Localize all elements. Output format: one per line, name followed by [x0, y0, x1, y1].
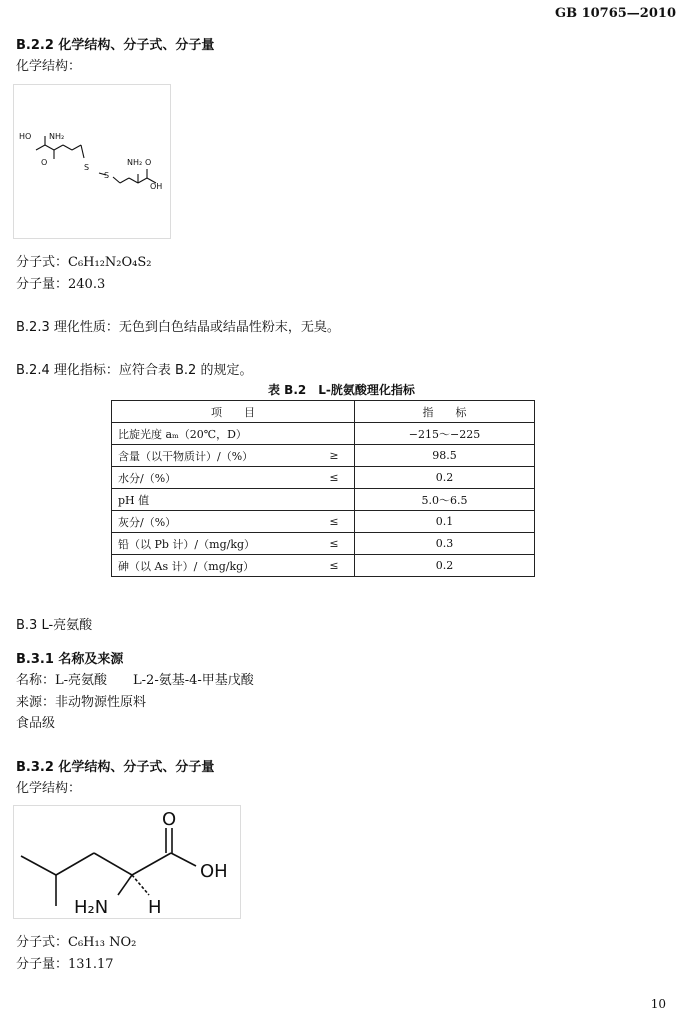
b22-structure-label: 化学结构：: [16, 59, 82, 74]
section-b31-heading: B.3.1 名称及来源: [16, 652, 124, 667]
row-item: 灰分/（%）: [112, 511, 315, 533]
cystine-structure-image: [13, 84, 171, 239]
row-operator: ≤: [314, 467, 355, 489]
b31-name-line: 名称：L-亮氨酸 L-2-氨基-4-甲基戊酸: [16, 673, 254, 688]
b32-mw: 131.17: [68, 957, 114, 972]
row-operator: ≥: [314, 445, 355, 467]
cystine-oh-right-label: OH: [150, 182, 163, 191]
b22-mw-label: 分子量：: [16, 277, 69, 292]
row-value: 0.1: [355, 511, 535, 533]
b31-source-line: 来源：非动物源性原料: [16, 695, 147, 710]
row-value: 0.2: [355, 555, 535, 577]
cystine-nh2-right-label: NH₂: [127, 158, 143, 167]
row-item: 含量（以干物质计）/（%）: [112, 445, 315, 467]
table-row: [112, 445, 535, 467]
row-value: 0.3: [355, 533, 535, 555]
row-value: 5.0～6.5: [355, 489, 535, 511]
table-header-row: [112, 401, 535, 423]
row-item: 砷（以 As 计）/（mg/kg）: [112, 555, 315, 577]
row-operator: ≤: [314, 511, 355, 533]
table-row: [112, 489, 535, 511]
section-b3-heading: B.3 L-亮氨酸: [16, 618, 93, 633]
page-number: 10: [650, 997, 666, 1011]
b32-mw-line: [16, 953, 114, 972]
row-value: 0.2: [355, 467, 535, 489]
b22-mw: 240.3: [68, 277, 106, 292]
cystine-s1-label: S: [84, 163, 90, 172]
section-b24-text: B.2.4 理化指标：应符合表 B.2 的规定。: [16, 363, 253, 378]
leucine-o-label: O: [162, 809, 177, 830]
cystine-o-left-label: O: [41, 158, 48, 167]
spec-table: [111, 400, 535, 577]
table-row: [112, 423, 535, 445]
cystine-o-right-label: O: [145, 158, 152, 167]
b22-formula-label: 分子式：: [16, 255, 69, 270]
row-operator: ≤: [314, 555, 355, 577]
table-row: [112, 533, 535, 555]
leucine-structure-svg: [14, 806, 240, 918]
b22-mw-line: [16, 273, 105, 292]
table-row: [112, 555, 535, 577]
col-item-header: 项 目: [112, 401, 355, 423]
cystine-ho-label: HO: [19, 132, 32, 141]
row-item: 水分/（%）: [112, 467, 315, 489]
row-item: 铅（以 Pb 计）/（mg/kg）: [112, 533, 315, 555]
row-item: 比旋光度 aₘ（20℃，D）: [112, 423, 355, 445]
b32-mw-label: 分子量：: [16, 957, 69, 972]
table-caption: 表 B.2 L-胱氨酸理化指标: [268, 383, 415, 397]
b32-formula-label: 分子式：: [16, 935, 69, 950]
leucine-h2n-label: H₂N: [74, 897, 109, 918]
standard-code: GB 10765—2010: [554, 6, 676, 21]
row-value: −215～−225: [355, 423, 535, 445]
table-row: [112, 511, 535, 533]
table-row: [112, 467, 535, 489]
b22-formula-line: [16, 251, 152, 270]
col-value-header: 指 标: [355, 401, 535, 423]
leucine-h-label: H: [148, 897, 162, 918]
section-b23-text: B.2.3 理化性质：无色到白色结晶或结晶性粉末，无臭。: [16, 320, 340, 335]
leucine-oh-label: OH: [200, 861, 228, 882]
section-b22-heading: B.2.2 化学结构、分子式、分子量: [16, 38, 215, 53]
row-value: 98.5: [355, 445, 535, 467]
b32-formula-line: [16, 931, 136, 950]
b32-structure-label: 化学结构：: [16, 781, 82, 796]
section-b32-heading: B.3.2 化学结构、分子式、分子量: [16, 760, 215, 775]
cystine-nh2-left-label: NH₂: [49, 132, 65, 141]
cystine-structure-svg: [14, 85, 170, 238]
row-item: pH 值: [112, 489, 355, 511]
b31-grade-line: 食品级: [16, 716, 56, 731]
row-operator: ≤: [314, 533, 355, 555]
cystine-s2-label: S: [104, 171, 110, 180]
b22-formula: C₆H₁₂N₂O₄S₂: [68, 255, 152, 270]
b32-formula: C₆H₁₃ NO₂: [68, 935, 137, 950]
leucine-structure-image: [13, 805, 241, 919]
